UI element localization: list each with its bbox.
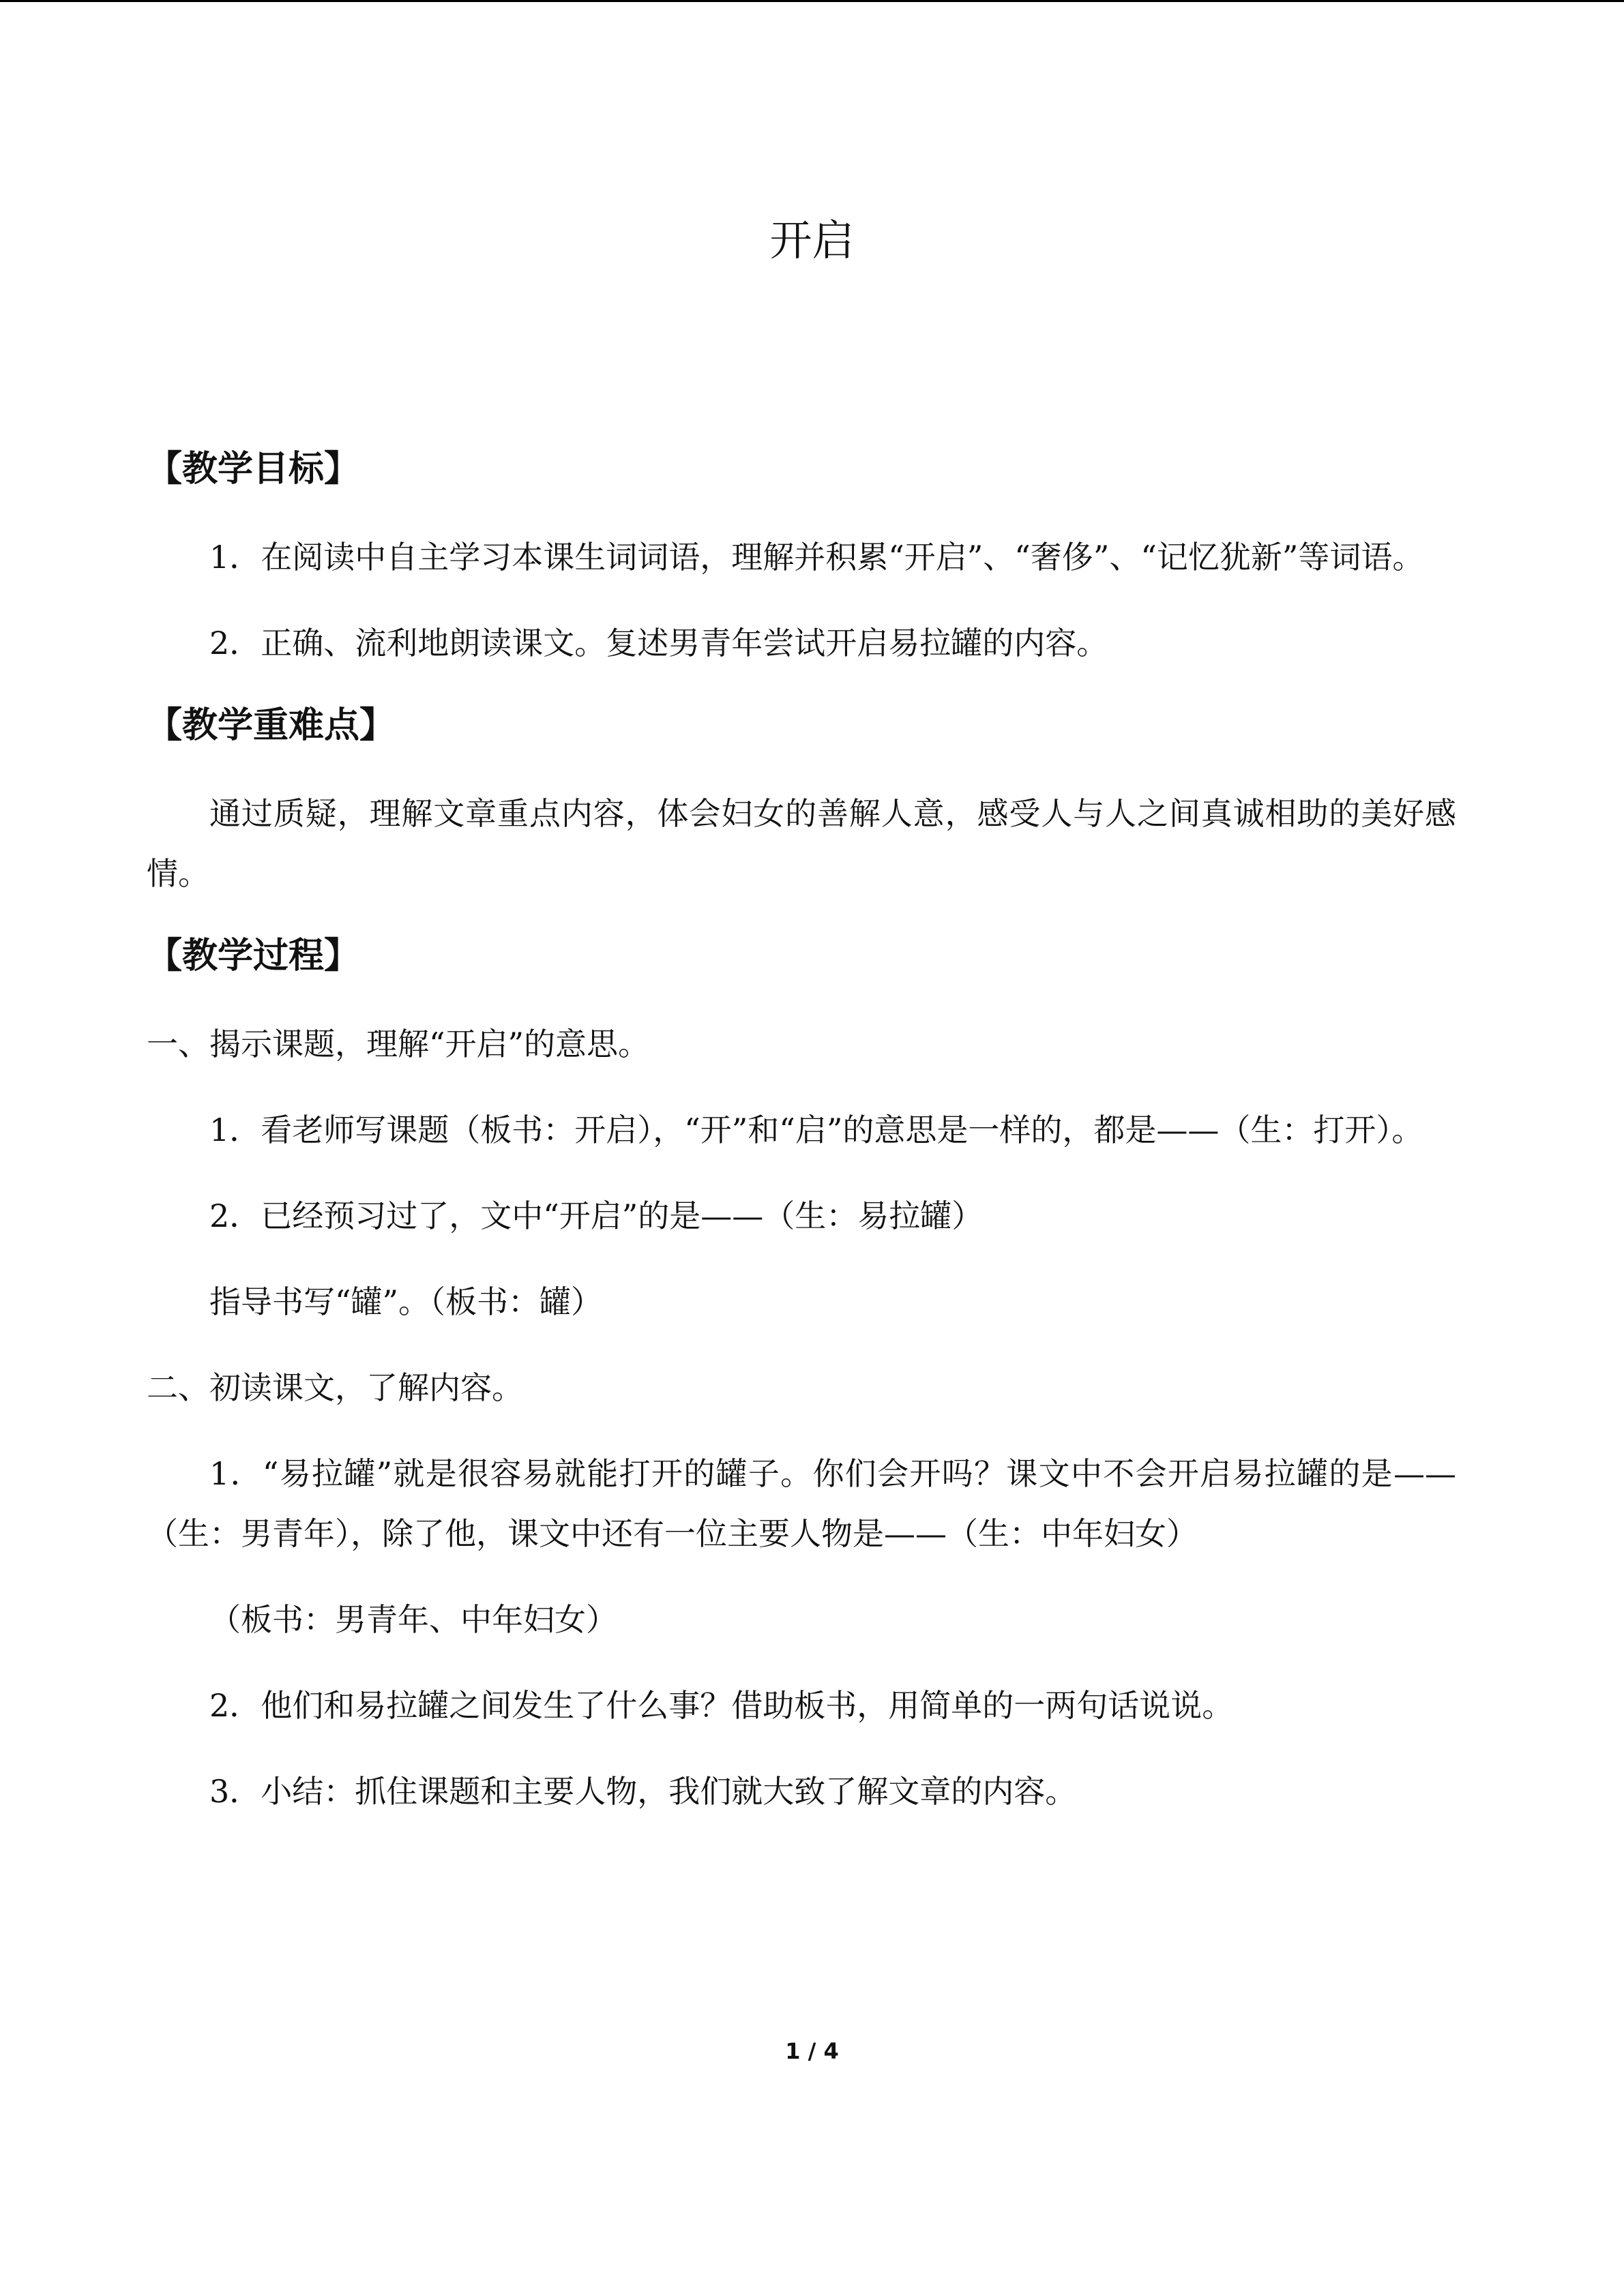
process-part-title: 二、初读课文，了解内容。 (147, 1369, 523, 1406)
process-item: 指导书写“罐”。（板书：罐） (209, 1283, 603, 1320)
section-heading-key-points: 【教学重难点】 (147, 705, 396, 746)
key-points-text: 通过质疑，理解文章重点内容，体会妇女的善解人意，感受人与人之间真诚相助的美好感情。 (147, 795, 1456, 892)
goal-item: 1．在阅读中自主学习本课生词词语，理解并积累“开启”、“奢侈”、“记忆犹新”等词语。 (209, 539, 1424, 576)
process-item: 1．“易拉罐”就是很容易就能打开的罐子。你们会开吗？课文中不会开启易拉罐的是——（生：男青年），除了他，课文中还有一位主要人物是——（生：中年妇女） (147, 1455, 1456, 1552)
page-number: 1 / 4 (785, 2038, 839, 2064)
process-item: 2．他们和易拉罐之间发生了什么事？借助板书，用简单的一两句话说说。 (209, 1687, 1234, 1724)
document-title: 开启 (769, 215, 855, 265)
section-heading-process: 【教学过程】 (147, 936, 360, 976)
process-part-title: 一、揭示课题，理解“开启”的意思。 (147, 1026, 650, 1062)
process-item: 2．已经预习过了，文中“开启”的是——（生：易拉罐） (209, 1197, 984, 1234)
process-item: 1．看老师写课题（板书：开启），“开”和“启”的意思是一样的，都是——（生：打开）。 (209, 1112, 1423, 1148)
process-item: 3．小结：抓住课题和主要人物，我们就大致了解文章的内容。 (209, 1773, 1077, 1810)
document-body (147, 438, 1456, 1821)
section-heading-goals: 【教学目标】 (147, 449, 360, 490)
process-item: （板书：男青年、中年妇女） (209, 1601, 617, 1638)
goal-item: 2．正确、流利地朗读课文。复述男青年尝试开启易拉罐的内容。 (209, 625, 1108, 661)
